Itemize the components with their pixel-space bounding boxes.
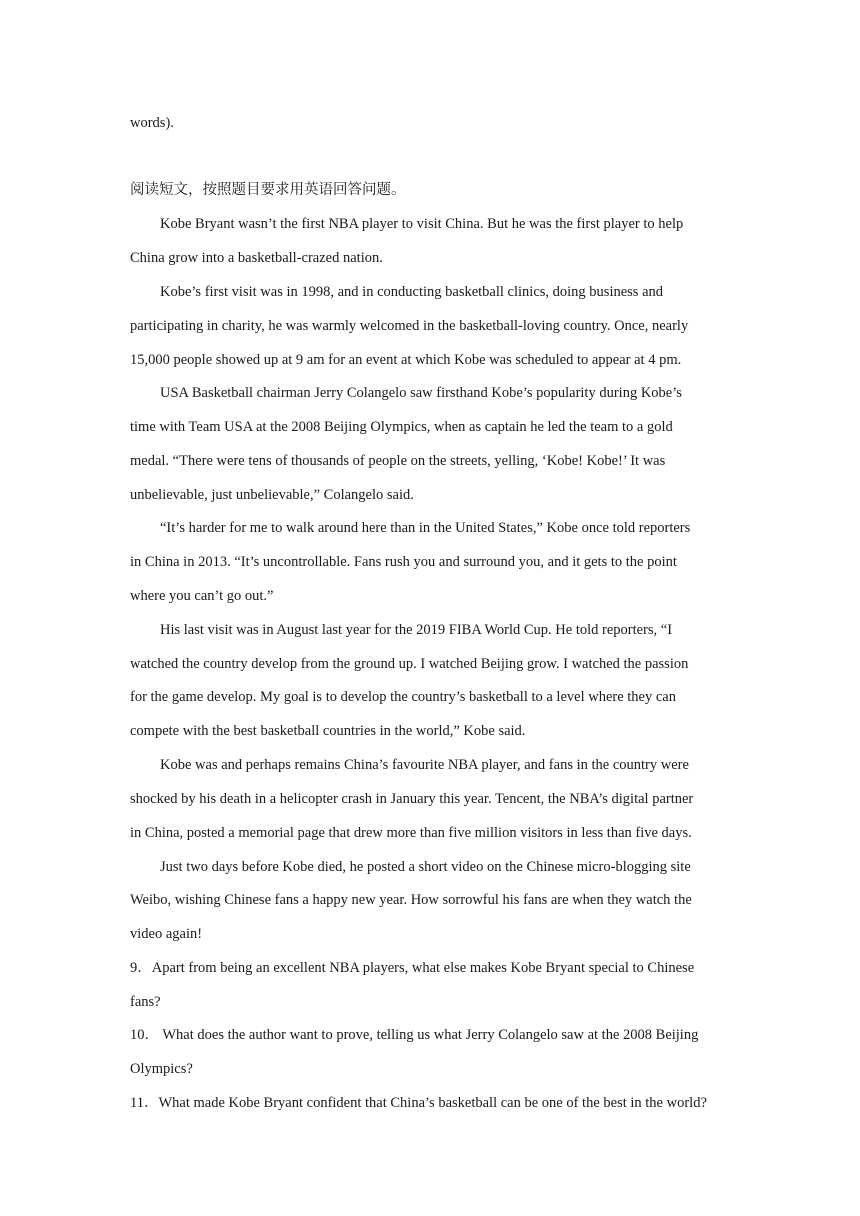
paragraph-line: China grow into a basketball-crazed nation.	[130, 250, 383, 266]
paragraph-line: unbelievable, just unbelievable,” Colangelo said.	[130, 487, 414, 503]
paragraph-line: where you can’t go out.”	[130, 588, 274, 604]
paragraph-line: in China in 2013. “It’s uncontrollable. Fans rush you and surround you, and it gets to the point	[130, 554, 677, 570]
paragraph-line: participating in charity, he was warmly welcomed in the basketball-loving country. Once, nearly	[130, 318, 689, 334]
paragraph-line: “It’s harder for me to walk around here than in the United States,” Kobe once told reporters	[160, 520, 691, 536]
paragraph-line: 15,000 people showed up at 9 am for an event at which Kobe was scheduled to appear at 4 pm.	[130, 352, 682, 368]
question-line: Olympics?	[130, 1061, 193, 1077]
paragraph-line: Just two days before Kobe died, he posted a short video on the Chinese micro-blogging site	[160, 859, 691, 875]
paragraph-line: shocked by his death in a helicopter crash in January this year. Tencent, the NBA’s digital partner	[130, 791, 694, 807]
instruction-text: 阅读短文，按照题目要求用英语回答问题。	[130, 182, 406, 198]
question-line: 9．Apart from being an excellent NBA players, what else makes Kobe Bryant special to Chinese	[130, 960, 695, 976]
paragraph-line: medal. “There were tens of thousands of people on the streets, yelling, ‘Kobe! Kobe!’ It was	[130, 453, 666, 469]
paragraph-line: His last visit was in August last year for the 2019 FIBA World Cup. He told reporters, “I	[160, 622, 673, 638]
paragraph-line: for the game develop. My goal is to develop the country’s basketball to a level where they can	[130, 689, 676, 705]
question-line: fans?	[130, 994, 161, 1010]
paragraph-line: compete with the best basketball countries in the world,” Kobe said.	[130, 723, 526, 739]
paragraph-line: in China, posted a memorial page that drew more than five million visitors in less than five days.	[130, 825, 692, 841]
paragraph-line: Kobe was and perhaps remains China’s favourite NBA player, and fans in the country were	[160, 757, 689, 773]
paragraph-line: watched the country develop from the ground up. I watched Beijing grow. I watched the passion	[130, 656, 689, 672]
paragraph-line: time with Team USA at the 2008 Beijing Olympics, when as captain he led the team to a gold	[130, 419, 673, 435]
paragraph-line: Kobe’s first visit was in 1998, and in conducting basketball clinics, doing business and	[160, 284, 664, 300]
question-line: 10． What does the author want to prove, telling us what Jerry Colangelo saw at the 2008 Beijing	[130, 1027, 699, 1043]
paragraph-line: Weibo, wishing Chinese fans a happy new year. How sorrowful his fans are when they watch the	[130, 892, 692, 908]
fragment-text: words).	[130, 115, 174, 131]
paragraph-line: video again!	[130, 926, 203, 942]
question-line: 11．What made Kobe Bryant confident that China’s basketball can be one of the best in the world?	[130, 1095, 707, 1111]
paragraph-line: USA Basketball chairman Jerry Colangelo saw firsthand Kobe’s popularity during Kobe’s	[160, 385, 682, 401]
paragraph-line: Kobe Bryant wasn’t the first NBA player to visit China. But he was the first player to help	[160, 216, 684, 232]
